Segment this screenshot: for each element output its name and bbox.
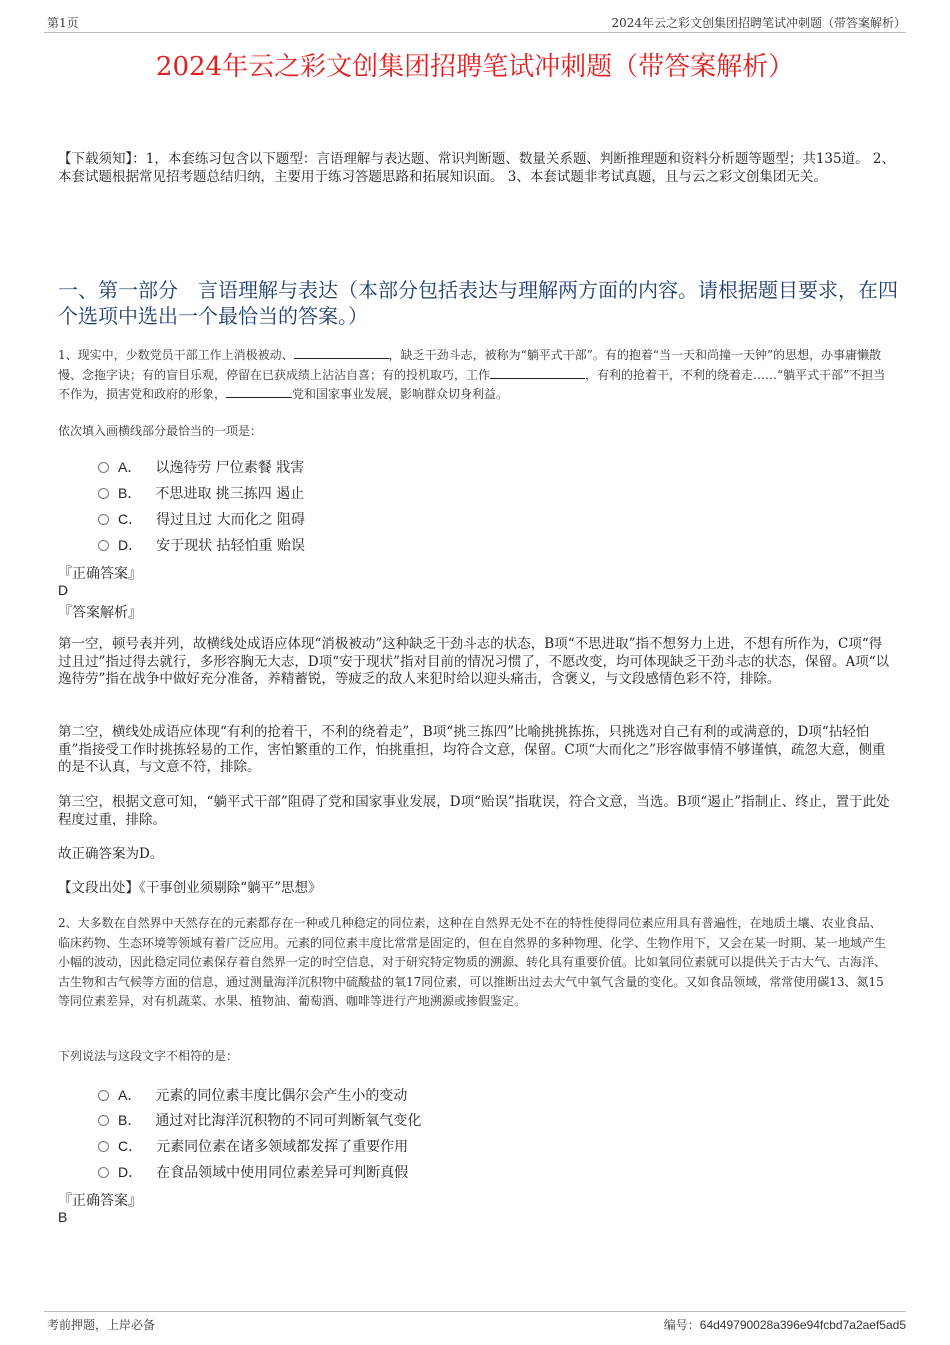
- fill-blank: [490, 366, 585, 379]
- radio-icon[interactable]: [98, 488, 109, 499]
- q1-answer-label: 『正确答案』: [58, 566, 142, 582]
- header-page-number: 第1页: [47, 16, 79, 30]
- page-title: 2024年云之彩文创集团招聘笔试冲刺题（带答案解析）: [155, 52, 795, 82]
- footer-divider: [44, 1311, 906, 1312]
- q2-option-a[interactable]: A． 元素的同位素丰度比偶尔会产生小的变动: [98, 1085, 407, 1105]
- footer-code: 编号：64d49790028a396e94fcbd7a2aef5ad5: [663, 1318, 906, 1332]
- q2-answer: B: [58, 1209, 68, 1225]
- question-1-prompt: 依次填入画横线部分最恰当的一项是：: [58, 424, 263, 438]
- q1-source: 【文段出处】《干事创业须剔除“躺平”思想》: [58, 880, 322, 896]
- section-heading: 一、第一部分 言语理解与表达（本部分包括表达与理解两方面的内容。请根据题目要求，在四个选项中选出一个最恰当的答案。）: [58, 278, 898, 328]
- header-divider: [44, 32, 906, 33]
- q2-option-d[interactable]: D． 在食品领域中使用同位素差异可判断真假: [98, 1162, 408, 1182]
- header-doc-title: 2024年云之彩文创集团招聘笔试冲刺题（带答案解析）: [611, 16, 906, 30]
- question-2-prompt: 下列说法与这段文字不相符的是：: [58, 1049, 239, 1063]
- fill-blank: [294, 346, 389, 359]
- radio-icon[interactable]: [98, 514, 109, 525]
- q1-option-c[interactable]: C． 得过且过 大而化之 阻碍: [98, 509, 305, 529]
- q1-option-b[interactable]: B． 不思进取 挑三拣四 遏止: [98, 483, 304, 503]
- q1-analysis-paragraph: 第三空，根据文意可知，“躺平式干部”阻碍了党和国家事业发展，D项“贻误”指耽误，符合文意，当选。B项“遏止”指制止、终止，置于此处程度过重，排除。: [58, 794, 890, 828]
- q1-analysis-label: 『答案解析』: [58, 605, 142, 621]
- radio-icon[interactable]: [98, 1115, 109, 1126]
- q2-option-b[interactable]: B． 通过对比海洋沉积物的不同可判断氧气变化: [98, 1110, 421, 1130]
- question-2-stem: 2、大多数在自然界中天然存在的元素都存在一种或几种稳定的同位素，这种在自然界无处不在的特性使得同位素应用具有普遍性，在地质土壤、农业食品、临床药物、生态环境等领域有着广泛应用。元素的同位素丰度比常常是固定的，但在自然界的多种物理、化学、生物作用下，又会在某一时期、某一地域产生小幅的波动，因此稳定同位素保存着自然界一定的时空信息，对于研究特定物质的溯源、转化具有重要价值。比如氧同位素就可以提供关于古大气、古海洋、古生物和古气候等方面的信息，通过测量海洋沉积物中硫酸盐的氧17同位素，可以推断出过去大气中氧气含量的变化。又如食品领域，常常使用碳13、氮15等同位素差异，对有机蔬菜、水果、植物油、葡萄酒、咖啡等进行产地溯源或掺假鉴定。: [58, 916, 887, 1008]
- q2-option-c[interactable]: C． 元素同位素在诸多领域都发挥了重要作用: [98, 1136, 408, 1156]
- q2-answer-label: 『正确答案』: [58, 1193, 142, 1209]
- radio-icon[interactable]: [98, 1141, 109, 1152]
- fill-blank: [226, 385, 292, 398]
- q1-option-d[interactable]: D． 安于现状 拈轻怕重 贻误: [98, 535, 305, 555]
- radio-icon[interactable]: [98, 462, 109, 473]
- q1-answer: D: [58, 582, 69, 598]
- q1-option-a[interactable]: A． 以逸待劳 尸位素餐 戕害: [98, 457, 304, 477]
- q1-analysis-conclusion: 故正确答案为D。: [58, 846, 164, 862]
- q1-analysis-paragraph: 第一空，顿号表并列，故横线处成语应体现“消极被动”这种缺乏干劲斗志的状态，B项“不思进取”指不想努力上进，不想有所作为，C项“得过且过”指过得去就行，多形容胸无大志，D项“安于现状”指对目前的情况习惯了，不愿改变，均可体现缺乏干劲斗志的状态，保留。A项“以逸待劳”指在战争中做好充分准备，养精蓄锐，等疲乏的敌人来犯时给以迎头痛击，含褒义，与文段感情色彩不符，排除。: [58, 636, 890, 687]
- q1-analysis-paragraph: 第二空，横线处成语应体现“有利的抢着干，不利的绕着走”，B项“挑三拣四”比喻挑挑拣拣，只挑选对自己有利的或满意的，D项“拈轻怕重”指接受工作时挑拣轻易的工作，害怕繁重的工作，怕挑重担，均符合文意，保留。C项“大而化之”形容做事情不够谨慎，疏忽大意，侧重的是不认真，与文意不符，排除。: [58, 724, 886, 775]
- radio-icon[interactable]: [98, 540, 109, 551]
- question-1-stem: 1、现实中，少数党员干部工作上消极被动、 ，缺乏干劲斗志，被称为“躺平式干部”。有的抱着“当一天和尚撞一天钟”的思想，办事庸懒散慢、念拖字诀；有的盲目乐观，停留在已获成绩上沾沾自喜；有的投机取巧，工作 ，有利的抢着干，不利的绕着走……“躺平式干部”不担当不作为，损害党和政府的形象， 党和国家事业发展，影响群众切身利益。: [58, 348, 886, 401]
- radio-icon[interactable]: [98, 1167, 109, 1178]
- radio-icon[interactable]: [98, 1090, 109, 1101]
- download-notice: 【下载须知】：1，本套练习包含以下题型：言语理解与表达题、常识判断题、数量关系题、判断推理题和资料分析题等题型；共135道。 2、本套试题根据常见招考题总结归纳，主要用于练习答题思路和拓展知识面。 3、本套试题非考试真题，且与云之彩文创集团无关。: [58, 151, 895, 185]
- footer-slogan: 考前押题，上岸必备: [47, 1318, 156, 1332]
